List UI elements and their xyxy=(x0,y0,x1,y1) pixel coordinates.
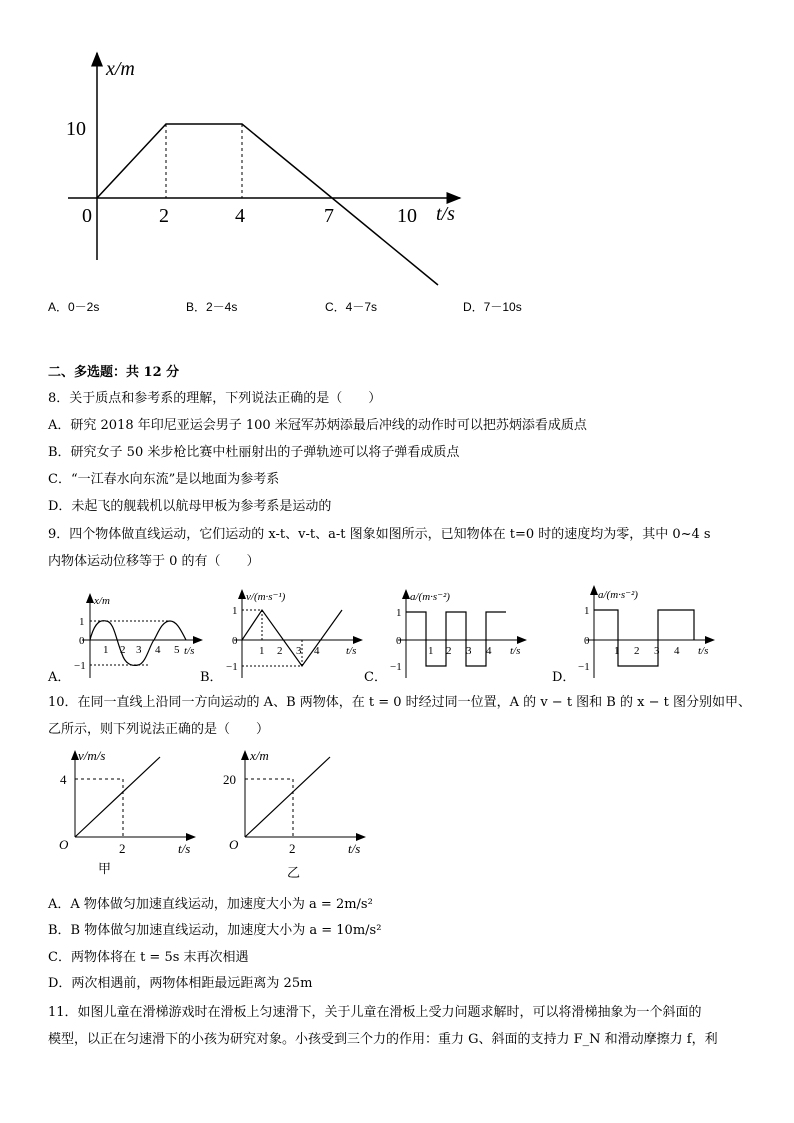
q9-stem-line2: 内物体运动位移等于 0 的有（ ） xyxy=(48,554,260,569)
q9-label-c: C． xyxy=(364,670,387,685)
q7-option-c: C．4－7s xyxy=(325,300,378,314)
svg-text:1: 1 xyxy=(396,607,402,619)
q8-option-c: C．“一江春水向东流”是以地面为参考系 xyxy=(48,472,280,487)
q8-option-d: D．未起飞的舰载机以航母甲板为参考系是运动的 xyxy=(48,499,332,514)
q11-line1: 11．如图儿童在滑梯游戏时在滑板上匀速滑下，关于儿童在滑板上受力问题求解时，可以将滑梯抽象为一个斜面的 xyxy=(48,1005,702,1020)
svg-text:1: 1 xyxy=(584,605,590,617)
svg-text:v/(m·s⁻¹): v/(m·s⁻¹) xyxy=(246,591,286,603)
svg-text:0: 0 xyxy=(232,635,238,647)
svg-text:0: 0 xyxy=(584,635,590,647)
svg-text:4: 4 xyxy=(314,645,320,657)
svg-text:2: 2 xyxy=(634,645,640,657)
svg-text:2: 2 xyxy=(120,644,126,656)
svg-text:0: 0 xyxy=(79,635,85,647)
svg-text:4: 4 xyxy=(155,644,161,656)
svg-text:0: 0 xyxy=(396,635,402,647)
svg-text:3: 3 xyxy=(136,644,142,656)
svg-text:t/s: t/s xyxy=(346,645,357,657)
svg-text:4: 4 xyxy=(60,772,67,787)
q7-option-b: B．2－4s xyxy=(186,300,238,314)
q9-graph-d xyxy=(566,578,726,682)
q10-option-b: B．B 物体做匀加速直线运动，加速度大小为 a = 10m/s² xyxy=(48,923,382,938)
svg-text:5: 5 xyxy=(174,644,180,656)
svg-text:x/m: x/m xyxy=(94,595,110,607)
svg-text:v/m/s: v/m/s xyxy=(78,748,106,763)
q9-stem-line1: 9．四个物体做直线运动，它们运动的 x-t、v-t、a-t 图象如图所示，已知物体在 t=0 时的速度均为零，其中 0~4 s xyxy=(48,527,711,542)
yi-line xyxy=(245,757,330,837)
q10-stem-line1: 10．在同一直线上沿同一方向运动的 A、B 两物体，在 t = 0 时经过同一位置，A 的 v − t 图和 B 的 x − t 图分别如甲、 xyxy=(48,695,751,710)
q10-option-d: D．两次相遇前，两物体相距最远距离为 25m xyxy=(48,976,313,991)
vt-line xyxy=(242,610,342,666)
q8-option-a: A．研究 2018 年印尼亚运会男子 100 米冠军苏炳添最后冲线的动作时可以把苏炳添看成质点 xyxy=(48,418,587,433)
x-tick-0: 0 xyxy=(82,205,92,227)
q10-stem-line2: 乙所示，则下列说法正确的是（ ） xyxy=(48,722,270,737)
svg-text:t/s: t/s xyxy=(510,645,521,657)
q9-label-d: D． xyxy=(552,670,576,685)
q11-line2: 模型，以正在匀速滑下的小孩为研究对象。小孩受到三个力的作用：重力 G、斜面的支持力 F_N 和滑动摩擦力 f，利 xyxy=(48,1032,718,1047)
svg-text:4: 4 xyxy=(486,645,492,657)
svg-text:−1: −1 xyxy=(74,660,86,672)
svg-text:O: O xyxy=(59,837,69,852)
q9-graph-c xyxy=(378,582,538,682)
svg-text:4: 4 xyxy=(674,645,680,657)
q10-option-c: C．两物体将在 t = 5s 末再次相遇 xyxy=(48,950,249,965)
svg-text:−1: −1 xyxy=(390,661,402,673)
q8-option-b: B．研究女子 50 米步枪比赛中杜丽射出的子弹轨迹可以将子弹看成质点 xyxy=(48,445,460,460)
section-title: 二、多选题：共 12 分 xyxy=(48,365,180,380)
svg-text:1: 1 xyxy=(614,645,620,657)
q7-option-d: D．7－10s xyxy=(463,300,522,314)
svg-text:2: 2 xyxy=(446,645,452,657)
svg-text:1: 1 xyxy=(232,605,238,617)
at-square-d xyxy=(594,610,694,666)
svg-text:t/s: t/s xyxy=(698,645,709,657)
svg-text:x/m: x/m xyxy=(250,748,269,763)
svg-text:20: 20 xyxy=(223,772,236,787)
svg-text:2: 2 xyxy=(277,645,283,657)
svg-text:t/s: t/s xyxy=(178,841,191,856)
svg-text:1: 1 xyxy=(428,645,434,657)
q10-graph-jia xyxy=(50,745,210,860)
svg-text:1: 1 xyxy=(103,644,109,656)
svg-text:3: 3 xyxy=(466,645,472,657)
q10-caption-yi: 乙 xyxy=(287,866,301,881)
jia-line xyxy=(75,757,160,837)
x-tick-10: 10 xyxy=(397,205,417,227)
x-tick-2: 2 xyxy=(159,205,169,227)
x-axis-label: t/s xyxy=(436,203,455,225)
svg-text:−1: −1 xyxy=(226,661,238,673)
q10-graph-yi xyxy=(220,745,380,860)
q10-caption-jia: 甲 xyxy=(98,862,112,877)
q9-label-a: A． xyxy=(48,670,71,685)
svg-text:a/(m·s⁻²): a/(m·s⁻²) xyxy=(598,589,638,601)
q9-label-b: B． xyxy=(200,670,223,685)
q9-graph-a xyxy=(62,588,212,683)
q10-option-a: A．A 物体做匀加速直线运动，加速度大小为 a = 2m/s² xyxy=(48,897,373,912)
x-tick-4: 4 xyxy=(235,205,245,227)
at-square-c xyxy=(406,612,506,666)
svg-text:3: 3 xyxy=(296,645,302,657)
svg-text:3: 3 xyxy=(654,645,660,657)
q7-option-a: A．0－2s xyxy=(48,300,100,314)
x-tick-7: 7 xyxy=(324,205,334,227)
svg-text:O: O xyxy=(229,837,239,852)
top-xt-graph xyxy=(60,45,480,290)
svg-text:−1: −1 xyxy=(578,661,590,673)
svg-text:t/s: t/s xyxy=(184,645,195,657)
svg-text:2: 2 xyxy=(289,841,296,856)
svg-text:1: 1 xyxy=(259,645,265,657)
q8-stem: 8．关于质点和参考系的理解，下列说法正确的是（ ） xyxy=(48,391,382,406)
y-tick-10: 10 xyxy=(66,118,86,140)
svg-text:2: 2 xyxy=(119,841,126,856)
svg-text:a/(m·s⁻²): a/(m·s⁻²) xyxy=(410,591,450,603)
svg-text:1: 1 xyxy=(79,616,85,628)
xt-line xyxy=(97,124,438,285)
y-axis-label: x/m xyxy=(106,58,135,80)
q9-graph-b xyxy=(214,582,374,682)
svg-text:t/s: t/s xyxy=(348,841,361,856)
